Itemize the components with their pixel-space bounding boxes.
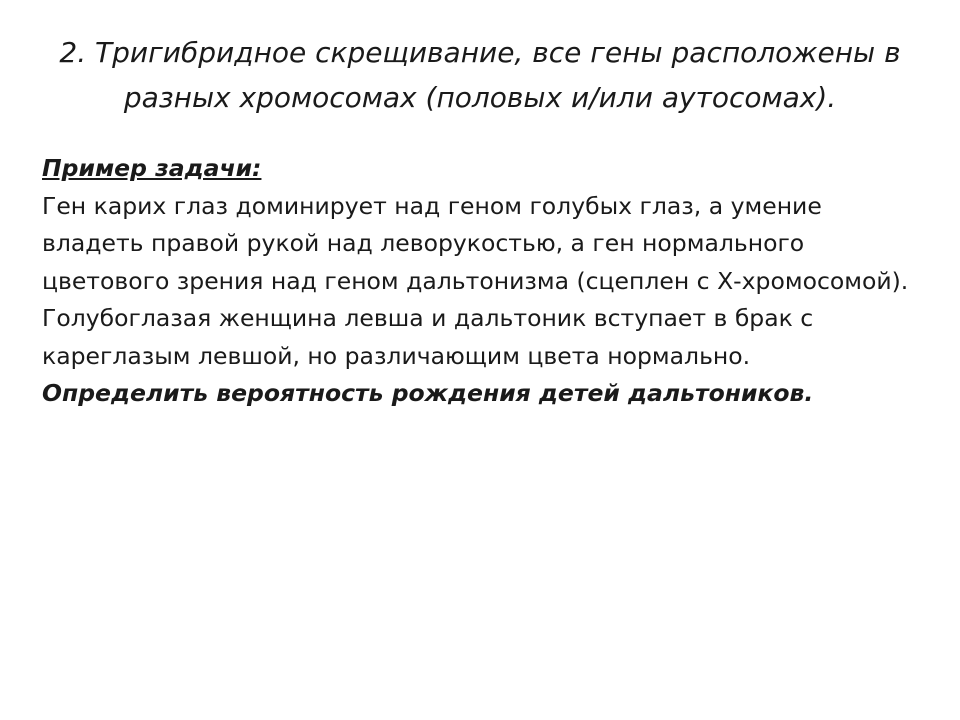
problem-text: Ген карих глаз доминирует над геном голубых глаз, а умение владеть правой рукой над леворукостью, а ген нормального цветового зрения над геном дальтонизма (сцеплен с Х-хромосомой). Голубоглазая женщина левша и дальтоник вступает в брак с кареглазым левшой, но различающим цвета нормально. [42, 191, 909, 370]
slide-title: 2. Тригибридное скрещивание, все гены расположены в разных хромосомах (половых и/или аутосомах). [59, 36, 901, 114]
task-question: Определить вероятность рождения детей дальтоников. [42, 379, 814, 407]
example-heading: Пример задачи: [42, 154, 262, 182]
slide-body [42, 150, 922, 413]
